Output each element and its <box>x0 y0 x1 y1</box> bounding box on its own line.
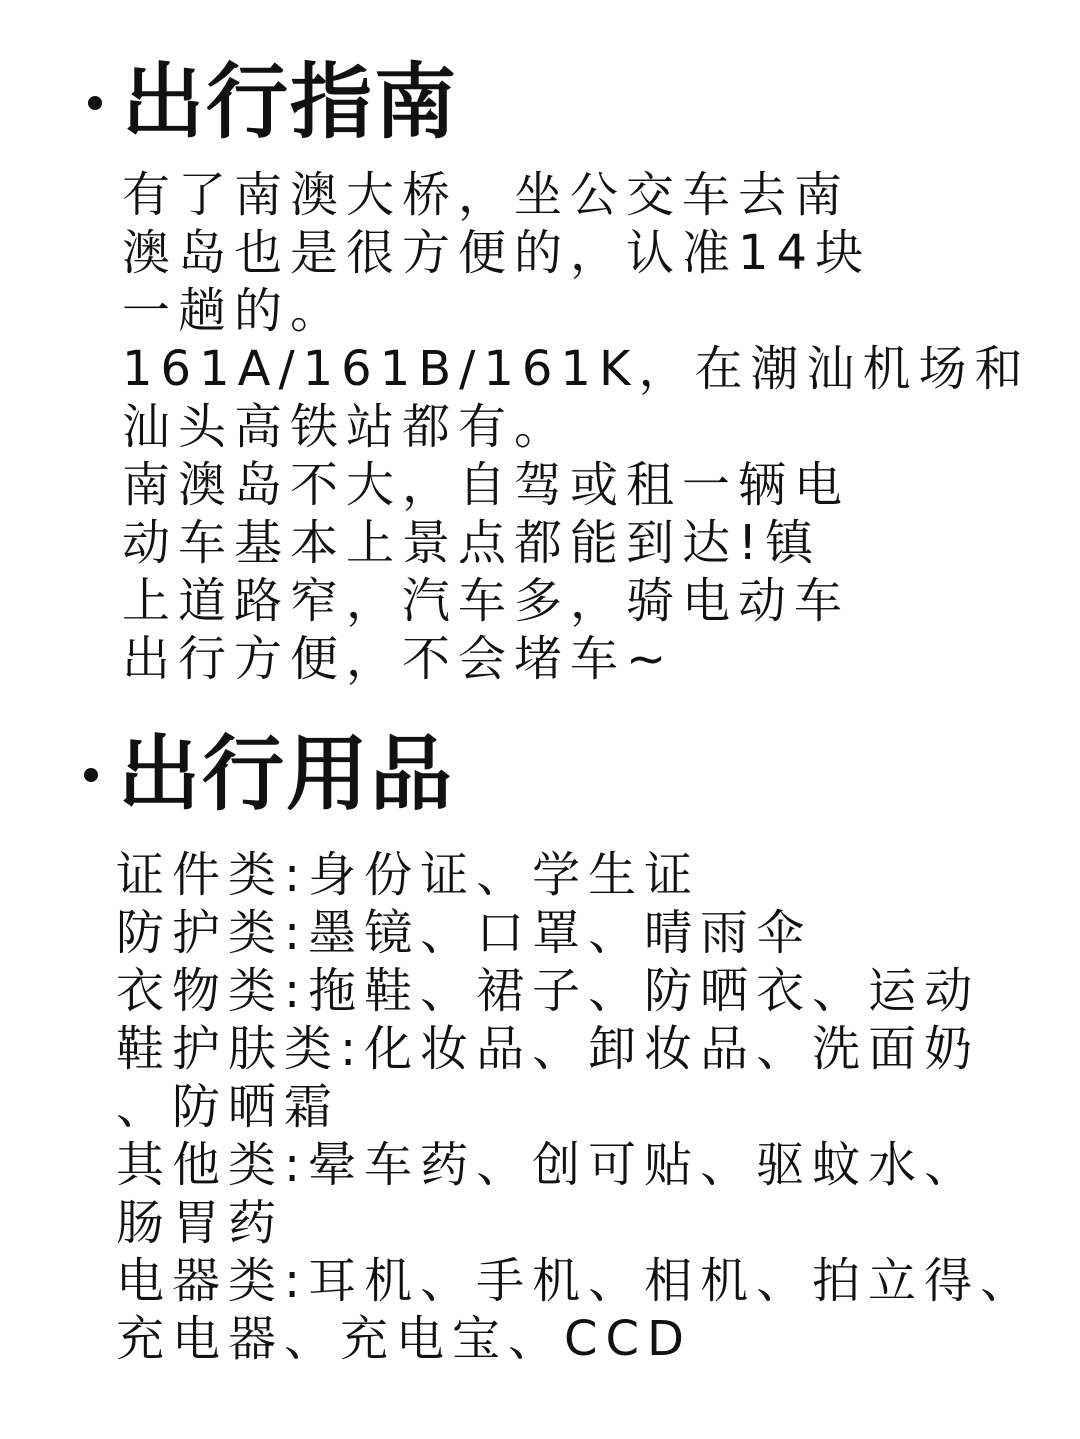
guide-line: 161A/161B/161K，在潮汕机场和 <box>122 341 1031 397</box>
travel-items-heading: 出行用品 <box>118 727 455 822</box>
guide-line: 南澳岛不大，自驾或租一辆电 <box>122 457 851 513</box>
guide-line: 出行方便，不会堵车~ <box>122 631 675 687</box>
guide-line: 汕头高铁站都有。 <box>122 399 571 455</box>
items-line: 肠胃药 <box>116 1195 285 1251</box>
guide-line: 上道路窄，汽车多，骑电动车 <box>122 573 851 629</box>
guide-line: 一趟的。 <box>122 283 347 339</box>
travel-guide-heading: 出行指南 <box>122 55 459 150</box>
items-line: 衣物类:拖鞋、裙子、防晒衣、运动 <box>116 963 981 1019</box>
guide-line: 动车基本上景点都能到达!镇 <box>122 515 822 571</box>
bullet-dot-icon <box>84 768 98 782</box>
bullet-dot-icon <box>88 96 102 110</box>
guide-line: 澳岛也是很方便的，认准14块 <box>122 225 872 281</box>
travel-items-heading-row <box>84 727 455 822</box>
items-line: 鞋护肤类:化妆品、卸妆品、洗面奶 <box>116 1021 981 1077</box>
travel-guide-heading-row <box>88 55 459 150</box>
guide-line: 有了南澳大桥，坐公交车去南 <box>122 167 851 223</box>
items-line: 充电器、充电宝、CCD <box>116 1311 692 1367</box>
items-line: 防护类:墨镜、口罩、晴雨伞 <box>116 905 813 961</box>
items-line: 电器类:耳机、手机、相机、拍立得、 <box>116 1253 1037 1309</box>
items-line: 证件类:身份证、学生证 <box>116 847 701 903</box>
items-line: 其他类:晕车药、创可贴、驱蚊水、 <box>116 1137 981 1193</box>
items-line: 、防晒霜 <box>116 1079 341 1135</box>
